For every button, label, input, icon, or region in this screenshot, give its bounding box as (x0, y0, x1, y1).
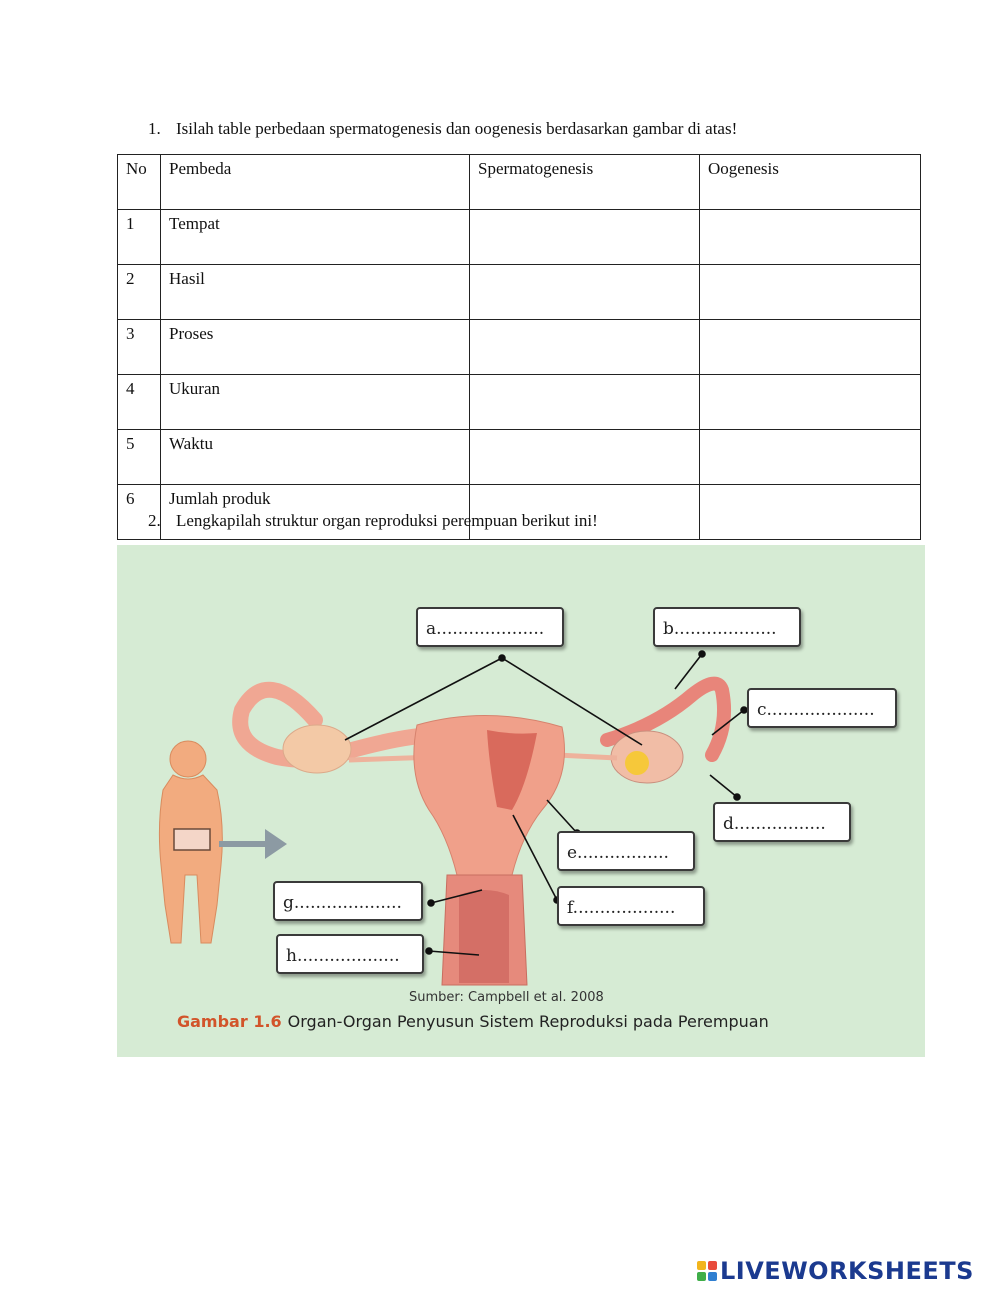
answer-input[interactable] (478, 434, 695, 472)
spermatogenesis-cell[interactable] (470, 375, 700, 430)
label-b[interactable]: b................... (653, 607, 801, 647)
spermatogenesis-cell[interactable] (470, 210, 700, 265)
answer-input[interactable] (478, 379, 695, 417)
arrow-icon (219, 829, 287, 859)
label-d[interactable]: d................. (713, 802, 851, 842)
right-ligament (557, 755, 617, 758)
row-label: Tempat (161, 210, 470, 265)
label-e[interactable]: e................. (557, 831, 695, 871)
label-g[interactable]: g.................... (273, 881, 423, 921)
oogenesis-cell[interactable] (700, 320, 921, 375)
header-pembeda: Pembeda (161, 155, 470, 210)
label-f[interactable]: f................... (557, 886, 705, 926)
row-number: 4 (118, 375, 161, 430)
logo-icon (697, 1261, 717, 1281)
spermatogenesis-cell[interactable] (470, 430, 700, 485)
answer-input[interactable] (708, 324, 916, 362)
row-number: 5 (118, 430, 161, 485)
answer-input[interactable] (478, 324, 695, 362)
answer-input[interactable] (708, 214, 916, 252)
highlight-box (174, 829, 210, 850)
answer-input[interactable] (478, 214, 695, 252)
row-label: Ukuran (161, 375, 470, 430)
table-header-row (118, 155, 921, 210)
table-row (118, 430, 921, 485)
spermatogenesis-cell[interactable] (470, 265, 700, 320)
answer-input[interactable] (708, 379, 916, 417)
oogenesis-cell[interactable] (700, 485, 921, 540)
oogenesis-cell[interactable] (700, 375, 921, 430)
label-h[interactable]: h................... (276, 934, 424, 974)
table-row (118, 265, 921, 320)
oogenesis-cell[interactable] (700, 265, 921, 320)
oogenesis-cell[interactable] (700, 210, 921, 265)
figure-caption-text: Organ-Organ Penyusun Sistem Reproduksi pada Perempuan (287, 1012, 769, 1031)
table-row (118, 375, 921, 430)
row-number: 2 (118, 265, 161, 320)
difference-table (117, 154, 921, 540)
oogenesis-cell[interactable] (700, 430, 921, 485)
answer-input[interactable] (708, 434, 916, 472)
answer-input[interactable] (478, 269, 695, 307)
follicle (625, 751, 649, 775)
figure-number: Gambar 1.6 (177, 1012, 282, 1031)
spermatogenesis-cell[interactable] (470, 320, 700, 375)
label-a[interactable]: a.................... (416, 607, 564, 647)
figure-source: Sumber: Campbell et al. 2008 (409, 990, 604, 1005)
row-number: 1 (118, 210, 161, 265)
question-1-number: 1. (148, 119, 161, 138)
row-label: Waktu (161, 430, 470, 485)
vagina-inner (459, 890, 509, 983)
question-1 (148, 119, 737, 139)
answer-input[interactable] (708, 269, 916, 307)
row-label: Proses (161, 320, 470, 375)
figure-caption (177, 1012, 769, 1031)
row-number: 6 (118, 485, 161, 540)
left-ovary (283, 725, 351, 773)
reproductive-system-figure (117, 545, 925, 1057)
header-oogenesis: Oogenesis (700, 155, 921, 210)
row-label: Jumlah produk (161, 485, 470, 540)
question-2-number: 2. (148, 511, 161, 530)
header-no: No (118, 155, 161, 210)
label-c[interactable]: c.................... (747, 688, 897, 728)
row-number: 3 (118, 320, 161, 375)
question-1-text: Isilah table perbedaan spermatogenesis dan oogenesis berdasarkan gambar di atas! (176, 119, 738, 138)
question-2 (148, 511, 598, 531)
table-row (118, 320, 921, 375)
question-2-text: Lengkapilah struktur organ reproduksi perempuan berikut ini! (176, 511, 598, 530)
brand-name: LIVEWORKSHEETS (720, 1257, 974, 1285)
answer-input[interactable] (708, 489, 916, 527)
table-row (118, 210, 921, 265)
liveworksheets-logo (697, 1255, 974, 1287)
row-label: Hasil (161, 265, 470, 320)
header-spermatogenesis: Spermatogenesis (470, 155, 700, 210)
